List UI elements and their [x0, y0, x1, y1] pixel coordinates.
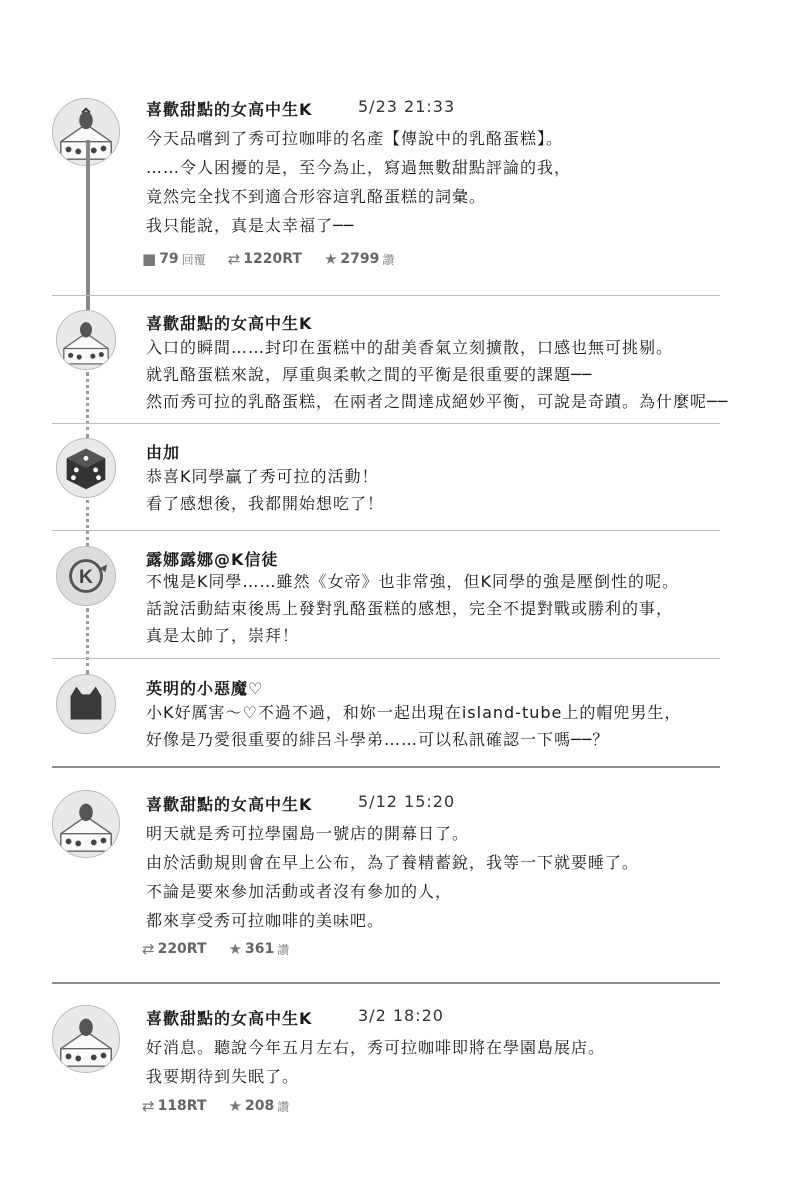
- post-body: [146, 1033, 605, 1091]
- post-line: 我要期待到失眠了。: [146, 1067, 300, 1086]
- like-button[interactable]: [229, 940, 290, 958]
- reply-line: 小K好厲害～♡不過不過，和妳一起出現在island-tube上的帽兜男生，: [146, 703, 682, 722]
- like-button[interactable]: [229, 1097, 290, 1115]
- divider: [52, 658, 720, 659]
- retweet-icon: ⇄: [142, 1097, 155, 1115]
- like-count: 2799: [340, 251, 380, 267]
- post-line: 竟然完全找不到適合形容這乳酪蛋糕的詞彙。: [146, 187, 487, 206]
- divider: [52, 295, 720, 296]
- reply-label: 回覆: [181, 252, 206, 267]
- post-stats: [142, 940, 289, 958]
- retweet-count: 220RT: [157, 941, 207, 957]
- reply-body: [146, 463, 384, 517]
- post-timestamp[interactable]: 3/2 18:20: [358, 1006, 444, 1025]
- post-author[interactable]: 喜歡甜點的女高中生K: [146, 1009, 313, 1028]
- reply-body: [146, 568, 679, 649]
- thread-line: [86, 140, 90, 310]
- reply-author[interactable]: 露娜露娜@K信徒: [146, 550, 279, 569]
- avatar-cake[interactable]: [52, 790, 120, 858]
- post-timestamp[interactable]: 5/12 15:20: [358, 792, 456, 811]
- post-timestamp[interactable]: 5/23 21:33: [358, 97, 456, 116]
- thread-dots: [86, 500, 89, 546]
- reply-author[interactable]: 喜歡甜點的女高中生K: [146, 314, 313, 333]
- divider: [52, 530, 720, 531]
- cake-icon: [53, 791, 119, 857]
- like-count: 361: [244, 941, 275, 957]
- reply-line: 不愧是K同學……雖然《女帝》也非常強，但K同學的強是壓倒性的呢。: [146, 572, 679, 591]
- like-label: 讚: [382, 252, 395, 267]
- reply-line: 看了感想後，我都開始想吃了！: [146, 494, 385, 513]
- post-line: 我只能說，真是太幸福了──: [146, 216, 355, 235]
- dice-icon: [57, 439, 115, 497]
- reply-line: 恭喜K同學贏了秀可拉的活動！: [146, 467, 379, 486]
- retweet-button[interactable]: [142, 940, 207, 958]
- retweet-button[interactable]: [228, 250, 302, 268]
- reply-line: 話說活動結束後馬上發對乳酪蛋糕的感想，完全不提對戰或勝利的事，: [146, 599, 674, 618]
- like-count: 208: [244, 1098, 275, 1114]
- post-stats: [142, 1097, 289, 1115]
- reply-line: 好像是乃愛很重要的緋呂斗學弟……可以私訊確認一下嗎──？: [146, 730, 610, 749]
- thread-dots: [86, 372, 89, 438]
- k-logo-icon: [57, 547, 115, 605]
- post-line: 明天就是秀可拉學園島一號店的開幕日了。: [146, 824, 470, 843]
- divider: [52, 423, 720, 424]
- retweet-count: 118RT: [157, 1098, 207, 1114]
- avatar-dice[interactable]: [56, 438, 116, 498]
- post-stats: [142, 250, 394, 268]
- like-label: 讚: [277, 1099, 290, 1114]
- divider: [52, 982, 720, 984]
- post-line: 不論是要來參加活動或者沒有參加的人，: [146, 882, 453, 901]
- reply-body: [146, 334, 728, 415]
- star-icon: ★: [228, 1097, 242, 1115]
- post-line: ……令人困擾的是，至今為止，寫過無數甜點評論的我，: [146, 158, 572, 177]
- like-button[interactable]: [324, 250, 394, 268]
- star-icon: ★: [228, 940, 242, 958]
- retweet-count: 1220RT: [243, 251, 302, 267]
- reply-line: 就乳酪蛋糕來說，厚重與柔軟之間的平衡是很重要的課題──: [146, 365, 593, 384]
- reply-author[interactable]: 由加: [146, 443, 181, 462]
- post-body: [146, 124, 571, 240]
- star-icon: ★: [323, 250, 338, 268]
- reply-body: [146, 699, 681, 753]
- reply-button[interactable]: [142, 250, 206, 268]
- avatar-cake[interactable]: [56, 310, 116, 370]
- post-line: 今天品嚐到了秀可拉咖啡的名產【傳說中的乳酪蛋糕】。: [146, 129, 564, 148]
- reply-line: 真是太帥了，崇拜！: [146, 626, 300, 645]
- avatar-k-logo[interactable]: [56, 546, 116, 606]
- reply-author[interactable]: 英明的小惡魔♡: [146, 679, 264, 698]
- cake-icon: [57, 311, 115, 369]
- retweet-icon: ⇄: [227, 250, 241, 268]
- cake-icon: [53, 1006, 119, 1072]
- speech-bubble-icon: ■: [142, 250, 157, 268]
- post-body: [146, 819, 639, 935]
- reply-count: 79: [159, 251, 179, 267]
- retweet-button[interactable]: [142, 1097, 207, 1115]
- post-line: 好消息。聽說今年五月左右，秀可拉咖啡即將在學園島展店。: [146, 1038, 606, 1057]
- cat-icon: [57, 675, 115, 733]
- post-author[interactable]: 喜歡甜點的女高中生K: [146, 100, 313, 119]
- like-label: 讚: [277, 942, 290, 957]
- reply-line: 入口的瞬間……封印在蛋糕中的甜美香氣立刻擴散，口感也無可挑剔。: [146, 338, 674, 357]
- post-author[interactable]: 喜歡甜點的女高中生K: [146, 795, 313, 814]
- thread-dots: [86, 608, 89, 674]
- avatar-cat[interactable]: [56, 674, 116, 734]
- post-line: 由於活動規則會在早上公布，為了養精蓄銳，我等一下就要睡了。: [146, 853, 640, 872]
- reply-line: 然而秀可拉的乳酪蛋糕，在兩者之間達成絕妙平衡，可說是奇蹟。為什麼呢──: [146, 392, 729, 411]
- retweet-icon: ⇄: [142, 940, 155, 958]
- divider: [52, 766, 720, 768]
- post-line: 都來享受秀可拉咖啡的美味吧。: [146, 911, 385, 930]
- avatar-cake[interactable]: [52, 1005, 120, 1073]
- svg-text:K: K: [79, 566, 93, 588]
